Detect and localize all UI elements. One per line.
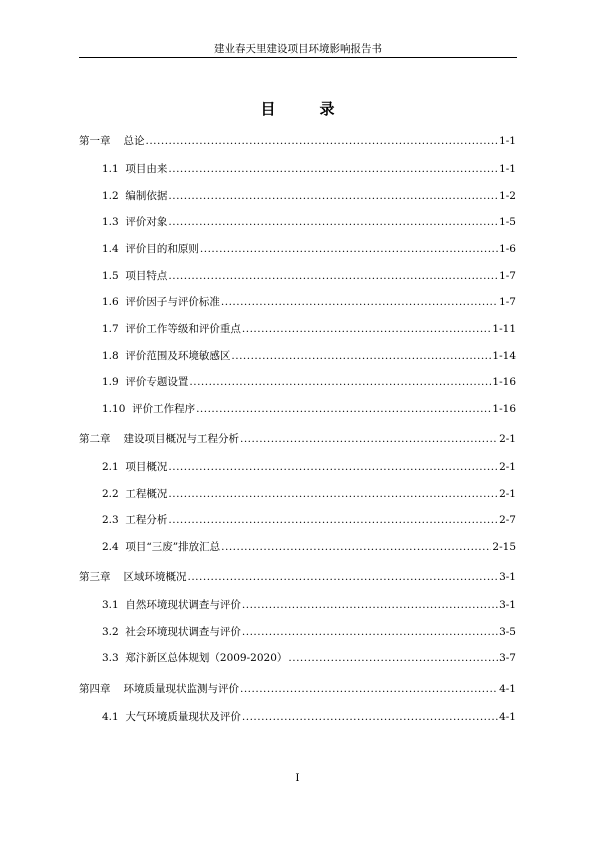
toc-label [102,513,167,527]
dot-leader [240,432,498,446]
toc-label [102,215,167,229]
toc-section-3-1[interactable] [102,596,516,612]
toc-label [102,242,199,256]
dot-leader [221,540,491,554]
dot-leader [146,134,499,148]
dot-leader [168,269,498,283]
dot-leader [200,242,498,256]
toc-page: 1-7 [499,270,516,282]
toc-page: 2-1 [499,488,516,500]
toc-number: 1.10 [102,403,126,415]
toc-text: 评价工作等级和评价重点 [125,323,241,335]
toc-page: 3-7 [499,652,516,664]
toc-number: 2.2 [102,488,119,500]
toc-number: 1.9 [102,376,119,388]
toc-page: 1-5 [499,216,516,228]
toc-section-1-4[interactable] [102,240,516,256]
toc-number: 第一章 [79,135,111,147]
toc-text: 自然环境现状调查与评价 [125,599,241,611]
toc-chapter-4[interactable] [79,680,516,696]
toc-page: 2-15 [492,541,516,553]
toc-label [102,162,167,176]
toc-section-1-7[interactable] [102,320,516,336]
toc-section-4-1[interactable] [102,708,516,724]
toc-section-1-1[interactable] [102,160,516,176]
toc-text: 郑汴新区总体规划（2009-2020） [125,652,288,664]
dot-leader [196,402,491,416]
dot-leader [168,513,498,527]
dot-leader [168,162,498,176]
toc-text: 编制依据 [125,190,168,202]
toc-number: 2.1 [102,461,119,473]
toc-number: 第三章 [79,571,111,583]
toc-page: 1-16 [492,376,516,388]
toc-page: 4-1 [499,711,516,723]
toc-label [102,460,167,474]
toc-label [102,349,230,363]
toc-page: 4-1 [499,683,516,695]
toc-label [102,402,195,416]
toc-text: 项目概况 [125,461,168,473]
toc-title [0,98,595,119]
toc-page: 1-2 [499,190,516,202]
toc-text: 评价对象 [125,216,168,228]
toc-number: 2.3 [102,514,119,526]
toc-text: 环境质量现状监测与评价 [123,683,239,695]
toc-title-char: 目 [260,100,276,118]
toc-number: 1.5 [102,270,119,282]
dot-leader [240,682,498,696]
toc-number: 1.2 [102,190,119,202]
dot-leader [168,460,498,474]
toc-section-1-6[interactable] [102,293,516,309]
toc-label [102,651,287,665]
toc-title-char: 录 [319,100,335,118]
toc-label [102,710,241,724]
toc-text: 项目由来 [125,163,168,175]
toc-section-1-2[interactable] [102,187,516,203]
toc-section-1-8[interactable] [102,347,516,363]
toc-page: 3-1 [499,599,516,611]
dot-leader [242,598,498,612]
toc-section-1-9[interactable] [102,373,516,389]
toc-page: 1-1 [499,163,516,175]
toc-section-2-3[interactable] [102,511,516,527]
dot-leader [221,295,498,309]
toc-section-3-2[interactable] [102,623,516,639]
toc-number: 3.3 [102,652,119,664]
toc-label [102,375,188,389]
page-number: I [295,772,300,784]
toc-text: 评价范围及环境敏感区 [125,350,231,362]
toc-text: 项目特点 [125,270,168,282]
toc-number: 1.7 [102,323,119,335]
toc-section-2-4[interactable] [102,538,516,554]
dot-leader [188,570,499,584]
dot-leader [168,189,498,203]
dot-leader [168,487,498,501]
toc-section-1-10[interactable] [102,400,516,416]
toc-text: 项目“三废”排放汇总 [125,541,221,553]
dot-leader [288,651,498,665]
toc-label [102,322,241,336]
toc-label [79,432,239,446]
toc-number: 1.1 [102,163,119,175]
header-rule [79,57,517,58]
toc-text: 大气环境质量现状及评价 [125,711,241,723]
running-header: 建业春天里建设项目环境影响报告书 [214,43,382,55]
toc-page: 1-6 [499,243,516,255]
toc-page: 3-1 [499,571,516,583]
toc-page: 1-7 [499,296,516,308]
toc-label [102,487,167,501]
toc-section-1-5[interactable] [102,267,516,283]
toc-label [102,625,241,639]
toc-number: 3.1 [102,599,119,611]
toc-chapter-3[interactable] [79,568,516,584]
toc-number: 1.4 [102,243,119,255]
toc-text: 总论 [123,135,145,147]
toc-section-1-3[interactable] [102,213,516,229]
dot-leader [231,349,491,363]
dot-leader [242,710,498,724]
toc-label [102,598,241,612]
toc-text: 工程分析 [125,514,168,526]
toc-section-2-1[interactable] [102,458,516,474]
toc-text: 评价目的和原则 [125,243,199,255]
toc-page: 3-5 [499,626,516,638]
toc-label [102,295,220,309]
toc-page: 2-1 [499,433,516,445]
toc-text: 评价专题设置 [125,376,189,388]
dot-leader [242,625,498,639]
toc-label [102,269,167,283]
toc-number: 2.4 [102,541,119,553]
toc-section-3-3[interactable] [102,649,516,665]
toc-number: 4.1 [102,711,119,723]
toc-chapter-2[interactable] [79,430,516,446]
toc-label [102,189,167,203]
toc-page: 1-11 [492,323,516,335]
toc-section-2-2[interactable] [102,485,516,501]
toc-page: 1-1 [499,135,516,147]
toc-number: 第四章 [79,683,111,695]
toc-label [102,540,220,554]
dot-leader [189,375,491,389]
toc-number: 1.6 [102,296,119,308]
toc-number: 1.3 [102,216,119,228]
dot-leader [242,322,492,336]
toc-number: 1.8 [102,350,119,362]
toc-label [79,570,187,584]
toc-number: 第二章 [79,433,111,445]
toc-text: 评价因子与评价标准 [125,296,220,308]
toc-chapter-1[interactable] [79,132,516,148]
toc-page: 1-14 [492,350,516,362]
toc-text: 建设项目概况与工程分析 [123,433,239,445]
toc-page: 2-1 [499,461,516,473]
toc-text: 评价工作程序 [132,403,196,415]
toc-page: 2-7 [499,514,516,526]
toc-text: 区域环境概况 [123,571,187,583]
dot-leader [168,215,498,229]
toc-text: 工程概况 [125,488,168,500]
toc-number: 3.2 [102,626,119,638]
toc-label [79,134,145,148]
toc-text: 社会环境现状调查与评价 [125,626,241,638]
toc-page: 1-16 [492,403,516,415]
toc-label [79,682,239,696]
